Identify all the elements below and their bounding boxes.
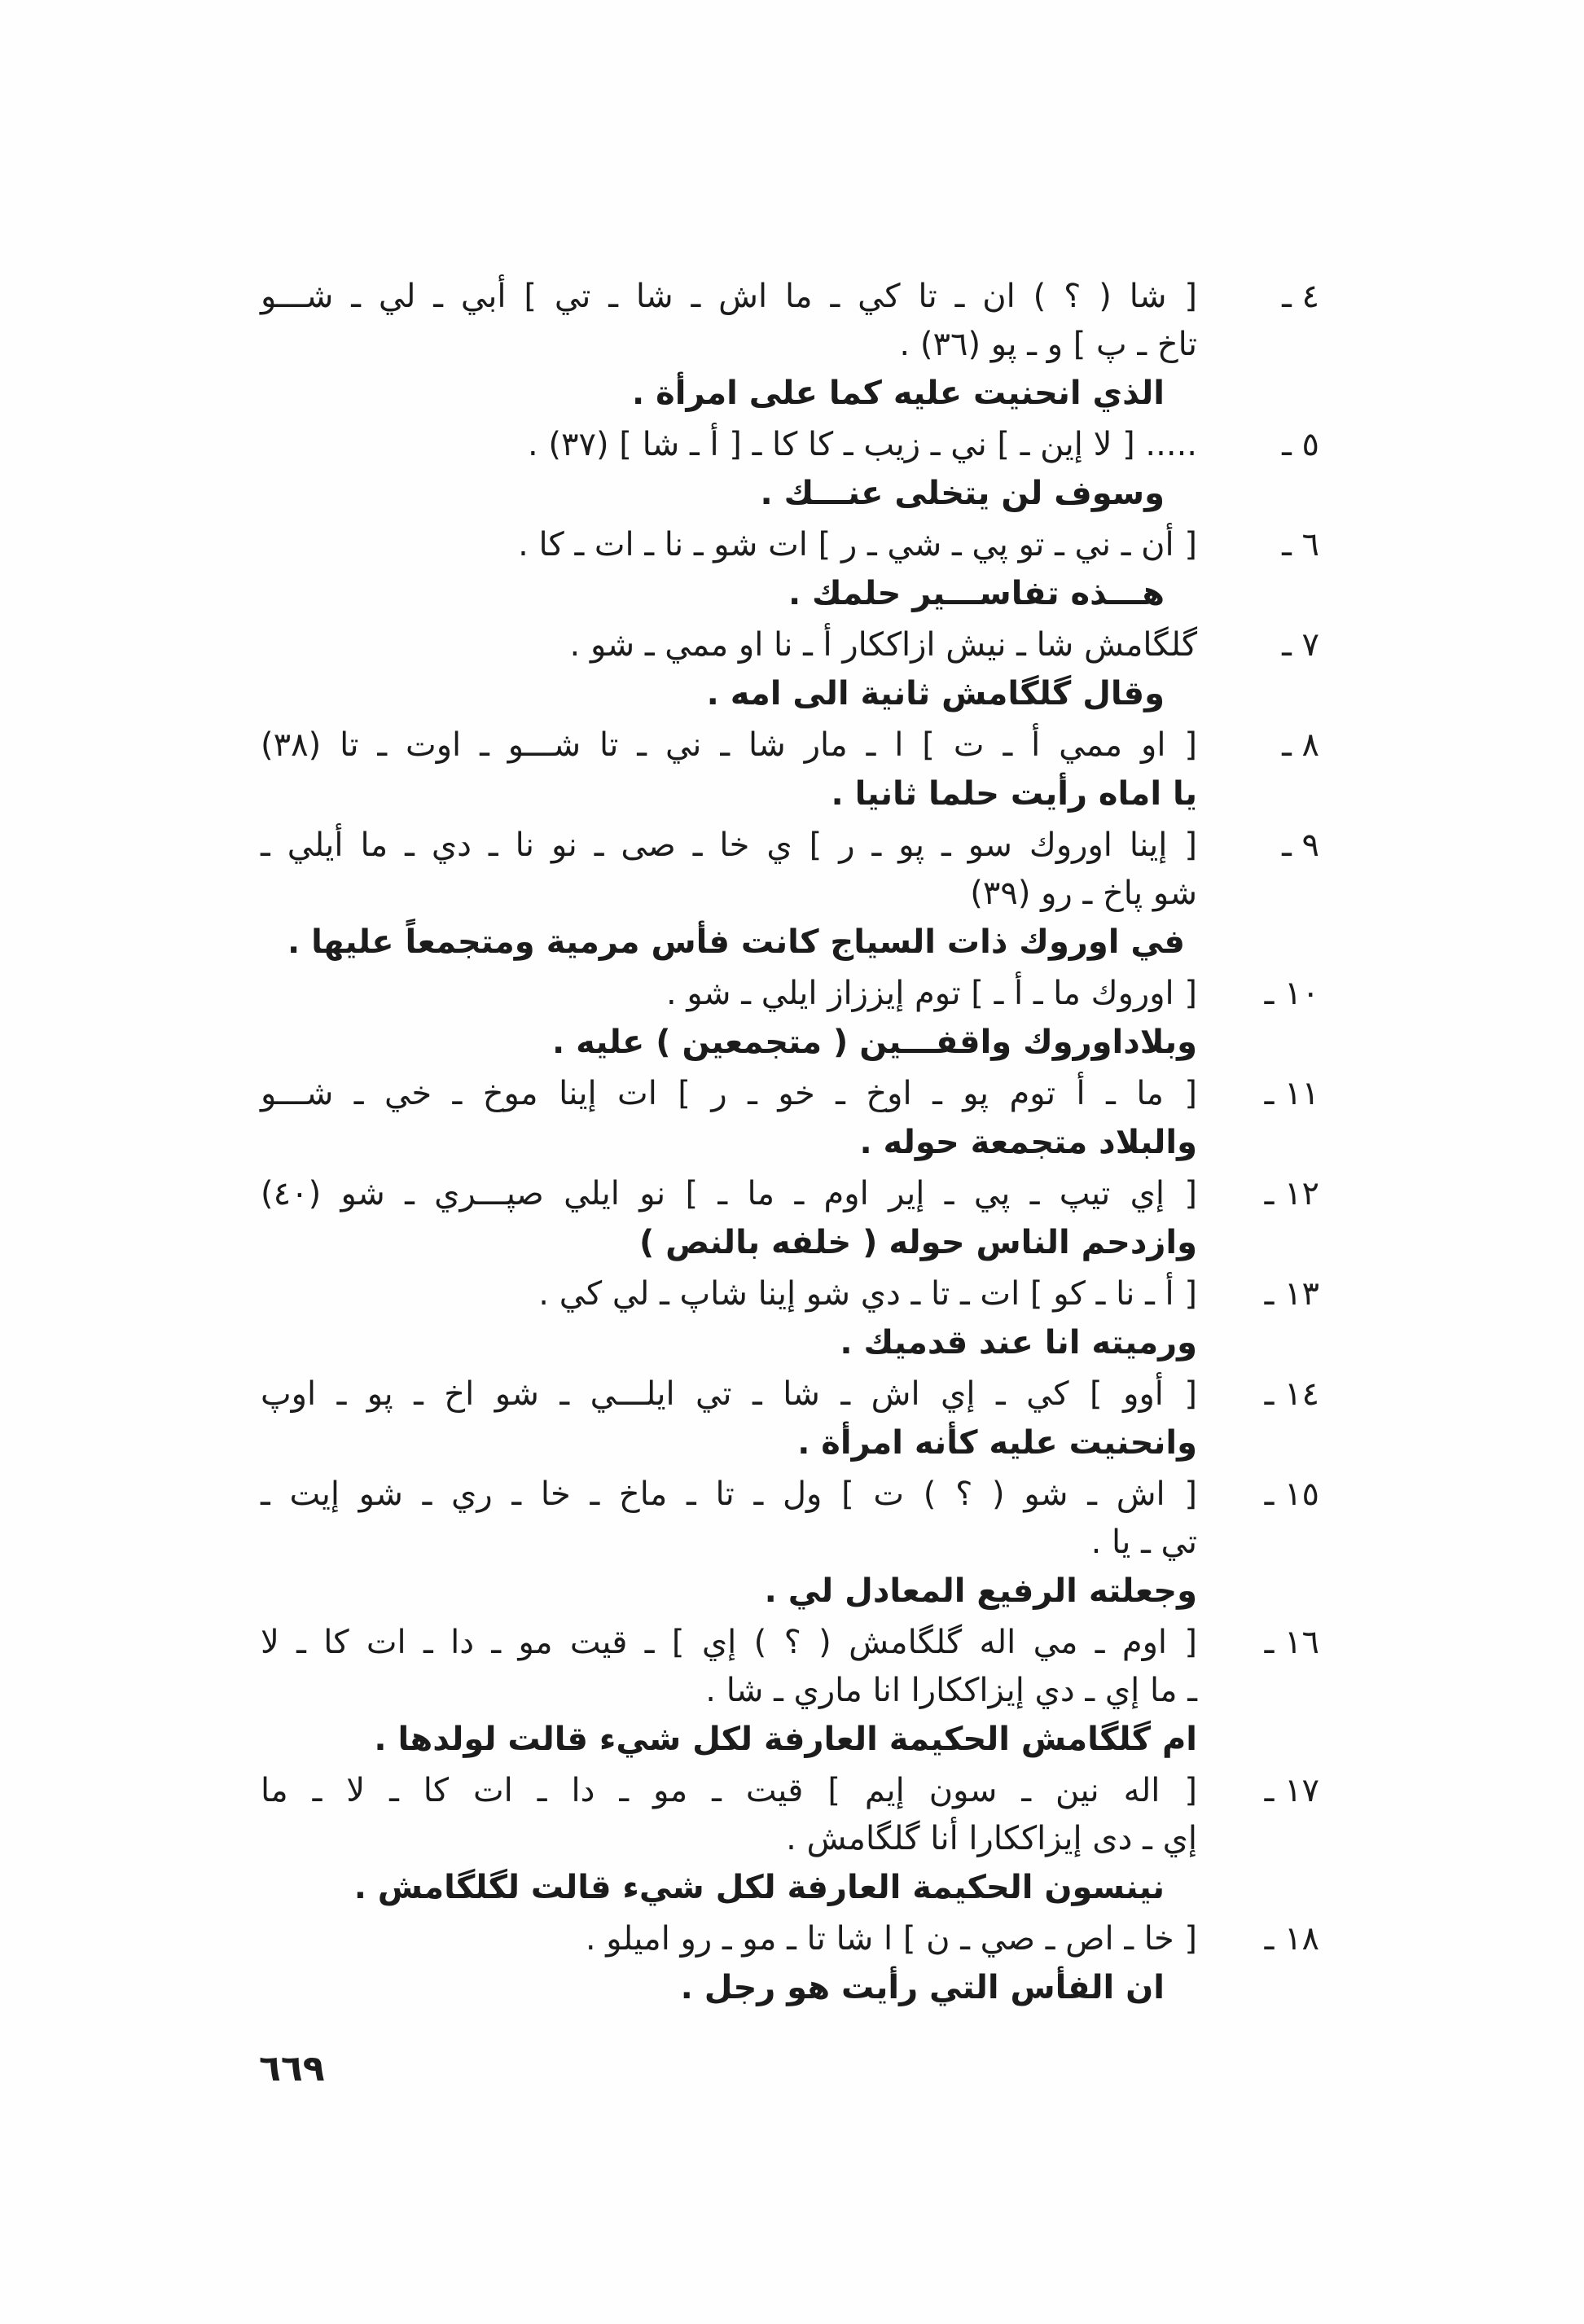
transliteration-line: ..... [ لا إين ـ ] ني ـ زيب ـ كا كا ـ [ أ ـ شا ] (٣٧) . (527, 426, 1197, 463)
transliteration-line: [ إينا اوروك سو ـ پو ـ ر ] ي خا ـ صى ـ نو نا ـ دي ـ ما أيلي ـ (261, 827, 1197, 864)
page-number: ٦٦٩ (259, 2048, 325, 2089)
transliteration-line: [ شا ( ؟ ) ان ـ تا كي ـ ما اش ـ شا ـ تي ] أبي ـ لي ـ شـــو (261, 278, 1197, 315)
entry-11 (261, 1070, 1319, 1167)
entry-13 (261, 1270, 1319, 1367)
transliteration-line: [ خا ـ اص ـ صي ـ ن ] ا شا تا ـ مو ـ رو اميلو . (585, 1920, 1197, 1958)
translation-line: الذي انحنيت عليه كما على امرأة . (632, 375, 1165, 412)
transliteration-line: [ او ممي أ ـ ت ] ا ـ مار شا ـ ني ـ تا شـــو ـ اوت ـ تا (٣٨) (261, 726, 1197, 764)
translation-line: وقال گلگامش ثانية الى امه . (706, 675, 1165, 713)
transliteration-line: إي ـ دى إيزاككارا أنا گلگامش . (786, 1820, 1197, 1857)
translation-line: ورميته انا عند قدميك . (840, 1324, 1197, 1362)
entry-6 (261, 521, 1319, 618)
entry-15 (261, 1471, 1319, 1616)
entry-8 (261, 721, 1319, 818)
entry-number: ١٦ ـ (1264, 1624, 1319, 1661)
text-block (261, 273, 1319, 2015)
entry-number: ٧ ـ (1282, 626, 1319, 664)
transliteration-line: شو پاخ ـ رو (٣٩) (970, 875, 1197, 912)
translation-line: وازدحم الناس حوله ( خلفه بالنص ) (638, 1224, 1197, 1261)
entry-number: ٦ ـ (1282, 526, 1319, 563)
entry-number: ٨ ـ (1282, 726, 1319, 764)
entry-4 (261, 273, 1319, 418)
transliteration-line: [ أوو ] كي ـ إي اش ـ شا ـ تي ايلـــي ـ شو اخ ـ پو ـ اوپ (261, 1375, 1197, 1413)
translation-line: نينسون الحكيمة العارفة لكل شيء قالت لگلگامش . (353, 1869, 1165, 1906)
entry-number: ١١ ـ (1264, 1075, 1319, 1112)
entry-number: ٩ ـ (1282, 827, 1319, 864)
translation-line: ام گلگامش الحكيمة العارفة لكل شيء قالت لولدها . (374, 1721, 1197, 1758)
translation-line: وبلاداوروك واقفـــين ( متجمعين ) عليه . (552, 1024, 1197, 1061)
transliteration-line: گلگامش شا ـ نيش ازاككار أ ـ نا او ممي ـ شو . (569, 626, 1197, 664)
transliteration-line: [ إي تيپ ـ پي ـ إير اوم ـ ما ـ ] نو ايلي صپـــري ـ شو (٤٠) (261, 1175, 1197, 1212)
entry-number: ١٥ ـ (1264, 1476, 1319, 1513)
transliteration-line: [ اوروك ما ـ أ ـ ] توم إيززاز ايلي ـ شو . (665, 975, 1197, 1012)
entry-number: ١٤ ـ (1264, 1375, 1319, 1413)
translation-line: هـــذه تفاســـير حلمك . (788, 575, 1165, 612)
translation-line: والبلاد متجمعة حوله . (859, 1124, 1197, 1161)
entry-14 (261, 1370, 1319, 1467)
entry-7 (261, 621, 1319, 718)
translation-line: ان الفأس التي رأيت هو رجل . (680, 1969, 1165, 2006)
entry-number: ٥ ـ (1282, 426, 1319, 463)
translation-line: وانحنيت عليه كأنه امرأة . (797, 1424, 1197, 1462)
entry-16 (261, 1619, 1319, 1764)
entry-number: ١٣ ـ (1264, 1275, 1319, 1313)
translation-line: يا اماه رأيت حلما ثانيا . (831, 775, 1197, 813)
translation-line: في اوروك ذات السياج كانت فأس مرمية ومتجمعاً عليها . (287, 923, 1185, 961)
entry-number: ١٠ ـ (1264, 975, 1319, 1012)
entry-10 (261, 970, 1319, 1067)
transliteration-line: [ اش ـ شو ( ؟ ) ت ] ول ـ تا ـ ماخ ـ خا ـ ري ـ شو إيت ـ (261, 1476, 1197, 1513)
transliteration-line: [ أ ـ نا ـ كو ] ات ـ تا ـ دي شو إينا شاپ ـ لي كي . (538, 1275, 1197, 1313)
entry-18 (261, 1915, 1319, 2012)
translation-line: وجعلته الرفيع المعادل لي . (764, 1572, 1197, 1610)
entry-5 (261, 421, 1319, 518)
transliteration-line: [ اوم ـ مي اله گلگامش ( ؟ ) إي ] ـ قيت مو ـ دا ـ ات كا ـ لا (261, 1624, 1197, 1661)
transliteration-line: ـ ما إي ـ دي إيزاككارا انا ماري ـ شا . (705, 1672, 1197, 1709)
entry-number: ١٢ ـ (1264, 1175, 1319, 1212)
entry-12 (261, 1170, 1319, 1267)
entry-number: ١٨ ـ (1264, 1920, 1319, 1958)
transliteration-line: [ ما ـ أ توم پو ـ اوخ ـ خو ـ ر ] ات إينا موخ ـ خي ـ شـــو (261, 1075, 1197, 1112)
transliteration-line: تي ـ يا . (1090, 1524, 1197, 1561)
entry-17 (261, 1767, 1319, 1912)
translation-line: وسوف لن يتخلى عنـــك . (760, 475, 1165, 512)
entry-number: ١٧ ـ (1264, 1772, 1319, 1809)
transliteration-line: [ اله نين ـ سون إيم ] قيت ـ مو ـ دا ـ ات كا ـ لا ـ ما (261, 1772, 1197, 1809)
entry-9 (261, 822, 1319, 967)
transliteration-line: تاخ ـ پ ] و ـ پو (٣٦) . (899, 326, 1197, 363)
transliteration-line: [ أن ـ ني ـ تو پي ـ شي ـ ر ] ات شو ـ نا ـ ات ـ كا . (518, 526, 1197, 563)
entry-number: ٤ ـ (1282, 278, 1319, 315)
